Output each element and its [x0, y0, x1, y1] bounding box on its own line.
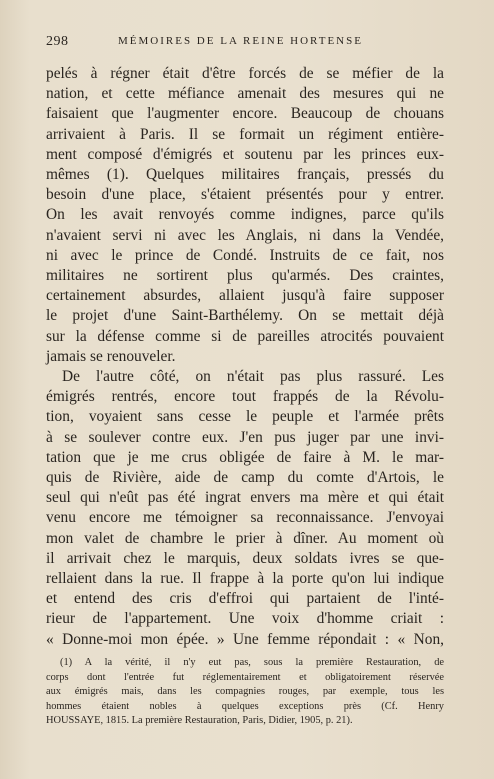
footnote-line: aux émigrés mais, dans les compagnies rouges, par exemple, tous les: [46, 686, 444, 698]
text-line: On les avait renvoyés comme indignes, parce qu'ils: [46, 206, 444, 224]
text-line: certainement absurdes, allaient jusqu'à faire supposer: [46, 287, 444, 305]
text-line: tion, voyaient sans cesse le peuple et l'armée prêts: [46, 408, 444, 426]
text-line: « Donne-moi mon épée. » Une femme répondait : « Non,: [46, 630, 444, 648]
text-line: il arrivait chez le marquis, deux soldats ivres se que-: [46, 549, 444, 567]
text-line: quis de Rivière, aide de camp du comte d'Artois, le: [46, 469, 444, 487]
text-line: à se soulever contre eux. J'en pus juger par une invi-: [46, 428, 444, 446]
footnote-line: hommes étaient nobles à quelques exceptions près (Cf. Henry: [46, 700, 444, 712]
text-line: pelés à régner était d'être forcés de se méfier de la: [46, 65, 444, 82]
text-line: jamais se renouveler.: [46, 347, 176, 365]
text-line: arrivaient à Paris. Il se formait un régiment entière-: [46, 125, 444, 143]
text-line: le projet d'une Saint-Barthélemy. On se mettait déjà: [46, 307, 444, 325]
text-line: n'avaient servi ni avec les Anglais, ni dans la Vendée,: [46, 226, 444, 244]
text-line: besoin d'une place, s'étaient présentés pour y entrer.: [46, 186, 444, 204]
body-text: [46, 64, 444, 650]
text-line: mon valet de chambre le prier à dîner. Au moment où: [46, 529, 444, 547]
running-title: MÉMOIRES DE LA REINE HORTENSE: [118, 35, 363, 47]
text-line: ment composé d'émigrés et soutenu par les princes eux-: [46, 145, 444, 163]
footnote-line: (1) A la vérité, il n'y eut pas, sous la première Restauration, de: [60, 657, 444, 668]
text-line: militaires ne sortirent plus qu'armés. Des craintes,: [46, 267, 444, 285]
text-line: émigrés rentrés, encore tout frappés de la Révolu-: [46, 388, 444, 406]
footnote-line: corps dont l'entrée fut réglementairement et obligatoirement réservée: [46, 671, 444, 683]
text-line: sur la défense comme si de pareilles atrocités pouvaient: [46, 327, 444, 345]
text-line: seul qui n'eût pas été ingrat envers ma mère et qui était: [46, 489, 444, 507]
footnote: [46, 656, 444, 729]
text-line: faisaient que l'augmenter encore. Beaucoup de chouans: [46, 105, 444, 123]
text-line: nation, et cette méfiance amenait des mesures qui ne: [46, 85, 444, 103]
text-line: De l'autre côté, on n'était pas plus rassuré. Les: [62, 368, 444, 386]
text-line: ni avec le prince de Condé. Instruits de ce fait, nos: [46, 246, 444, 264]
footnote-line: HOUSSAYE, 1815. La première Restauration, Paris, Didier, 1905, p. 21).: [46, 715, 353, 727]
text-line: tation que je me crus obligée de faire à M. le mar-: [46, 448, 444, 466]
page-number: 298: [46, 34, 69, 49]
text-line: et entend des cris d'effroi qui partaient de l'inté-: [46, 590, 444, 608]
text-line: rellaient dans la rue. Il frappe à la porte qu'on lui indique: [46, 570, 444, 588]
text-line: venu encore me témoigner sa reconnaissance. J'envoyai: [46, 509, 444, 527]
text-line: rieur de l'appartement. Une voix d'homme criait :: [46, 610, 444, 628]
text-line: mêmes (1). Quelques militaires français, pressés du: [46, 166, 444, 184]
